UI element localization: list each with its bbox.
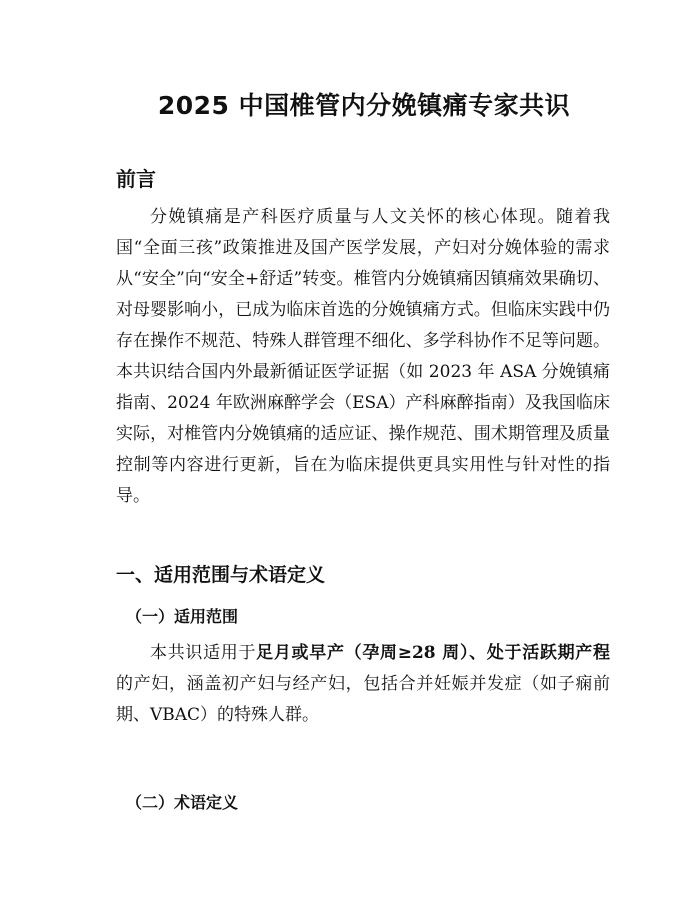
section-1-heading: 一、适用范围与术语定义 <box>116 564 326 586</box>
preface-paragraph: 分娩镇痛是产科医疗质量与人文关怀的核心体现。随着我国“全面三孩”政策推进及国产医学发展，产妇对分娩体验的需求从“安全”向“安全+舒适”转变。椎管内分娩镇痛因镇痛效果确切、对母婴影响小，已成为临床首选的分娩镇痛方式。但临床实践中仍存在操作不规范、特殊人群管理不细化、多学科协作不足等问题。本共识结合国内外最新循证医学证据（如 2023 年 ASA 分娩镇痛指南、2024 年欧洲麻醉学会（ESA）产科麻醉指南）及我国临床实际，对椎管内分娩镇痛的适应证、操作规范、围术期管理及质量控制等内容进行更新，旨在为临床提供更具实用性与针对性的指导。 <box>116 207 610 506</box>
document-title: 2025 中国椎管内分娩镇痛专家共识 <box>157 91 571 120</box>
scope-text-pre: 本共识适用于 <box>150 643 257 663</box>
scope-text-bold: 足月或早产（孕周≥28 周）、处于活跃期产程 <box>256 643 610 663</box>
scope-text-post: 的产妇，涵盖初产妇与经产妇，包括合并妊娠并发症（如子痫前期、VBAC）的特殊人群。 <box>116 674 610 725</box>
terms-heading: （二）术语定义 <box>126 793 239 812</box>
scope-paragraph <box>116 638 610 731</box>
preface-heading: 前言 <box>116 167 156 191</box>
scope-heading: （一）适用范围 <box>126 607 239 626</box>
